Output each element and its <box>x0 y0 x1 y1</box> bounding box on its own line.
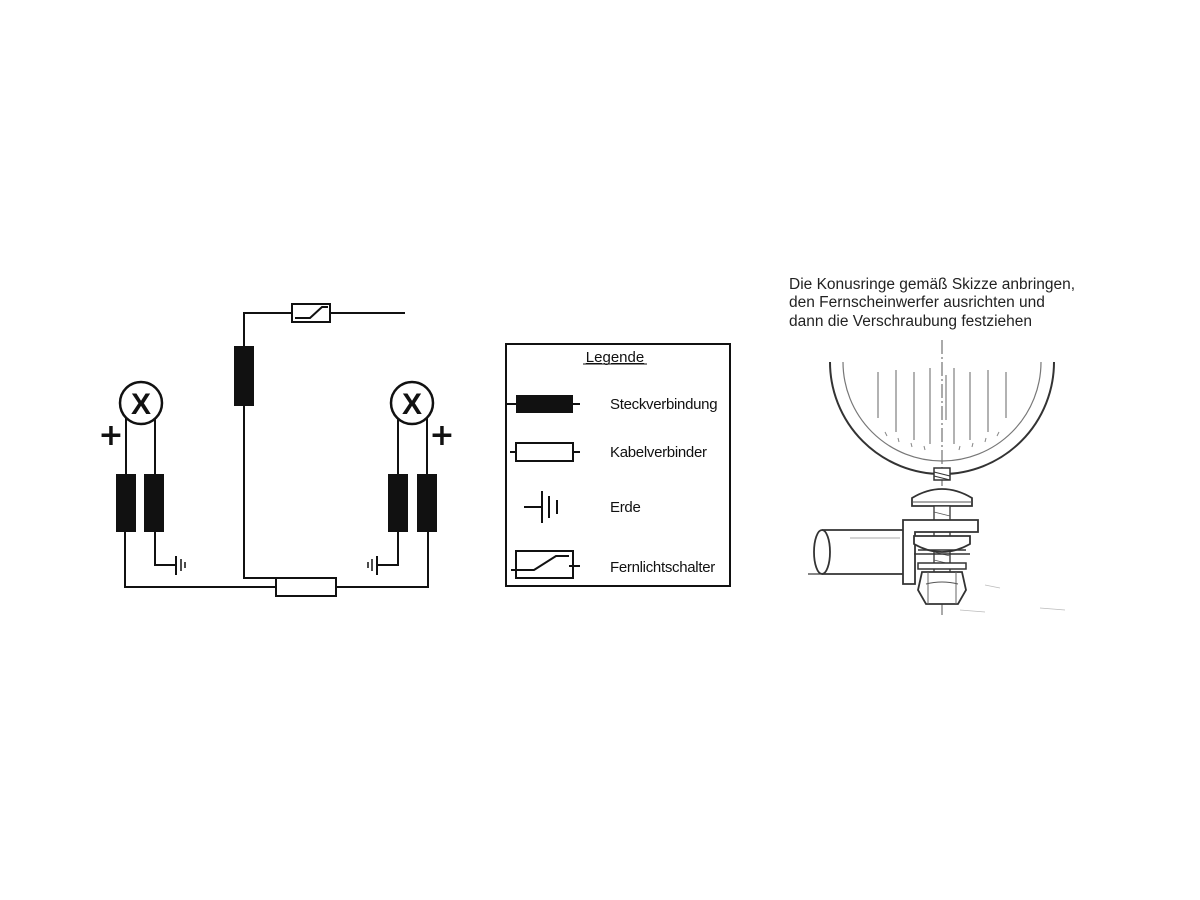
lamp-right-symbol: X <box>401 388 423 421</box>
legend-symbol-cable-connector <box>510 443 580 461</box>
legend-symbol-plug-connection <box>507 395 580 413</box>
instruction-line-3: dann die Verschraubung festziehen <box>789 313 1033 330</box>
ground-symbol-right <box>368 556 377 575</box>
legend-title: Legende <box>585 349 645 366</box>
ground-wire-left <box>155 530 176 565</box>
legend-label-cable-connector: Kabelverbinder <box>610 444 707 461</box>
instruction-line-1: Die Konusringe gemäß Skizze anbringen, <box>789 276 1076 293</box>
plug-connection-right-a <box>388 474 408 532</box>
lamp-left <box>120 382 162 424</box>
lamp-right-plus: + <box>429 418 455 453</box>
cable-connector-bottom <box>276 578 336 596</box>
ground-symbol-left <box>176 556 185 575</box>
instruction-line-2: den Fernscheinwerfer ausrichten und <box>789 294 1045 311</box>
legend-symbol-high-beam-switch <box>511 551 580 578</box>
lamp-right <box>391 382 433 424</box>
mounting-instructions <box>789 276 1075 330</box>
lamp-left-symbol: X <box>130 388 152 421</box>
ground-wire-right <box>377 530 398 565</box>
plug-connection-center <box>234 346 254 406</box>
plug-connection-left-a <box>116 474 136 532</box>
wiring-schematic <box>98 304 454 596</box>
legend-label-ground: Erde <box>610 499 641 516</box>
legend-box <box>506 344 730 586</box>
legend-label-high-beam-switch: Fernlichtschalter <box>610 559 715 576</box>
plug-connection-right-b <box>417 474 437 532</box>
high-beam-switch-symbol <box>292 304 330 322</box>
lamp-left-plus: + <box>98 418 124 453</box>
headlight-mounting-sketch <box>808 340 1065 615</box>
plug-connection-left-b <box>144 474 164 532</box>
center-wire-down <box>244 405 276 578</box>
bottom-wire-right <box>336 530 428 587</box>
legend-label-plug-connection: Steckverbindung <box>610 396 718 413</box>
